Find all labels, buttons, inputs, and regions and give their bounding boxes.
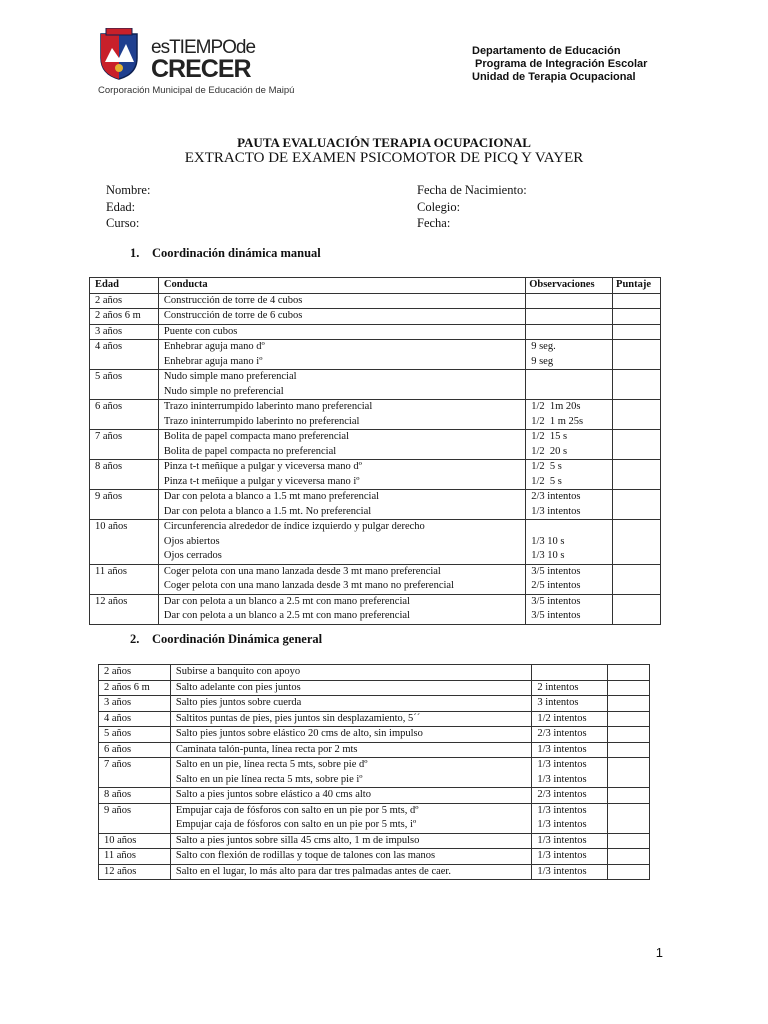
department-line: Programa de Integración Escolar	[472, 58, 648, 70]
conducta-line: Salto con flexión de rodillas y toque de talones con las manos	[175, 850, 436, 861]
cell-edad: 3 años	[90, 324, 159, 340]
cell-puntaje	[608, 680, 650, 696]
cell-conducta	[170, 727, 531, 743]
cell-observaciones	[532, 742, 608, 758]
cell-conducta	[170, 742, 531, 758]
observacion-line: 1/2 5 s	[531, 475, 562, 487]
conducta-line: Bolita de papel compacta mano preferencial	[163, 431, 349, 442]
table-row	[99, 680, 650, 696]
header-observaciones: Observaciones	[526, 278, 613, 294]
document-subtitle: EXTRACTO DE EXAMEN PSICOMOTOR DE PICQ Y VAYER	[184, 150, 584, 166]
cell-edad: 5 años	[90, 370, 159, 400]
observacion-line: 9 seg.	[531, 341, 556, 352]
field-curso: Curso:	[106, 216, 140, 230]
cell-conducta	[158, 324, 525, 340]
cell-puntaje	[613, 324, 661, 340]
conducta-line: Coger pelota con una mano lanzada desde 3 mt mano preferencial	[163, 565, 441, 577]
table-row	[90, 293, 661, 309]
observacion-line: 1/2 20 s	[531, 445, 568, 457]
cell-conducta	[158, 490, 525, 520]
observacion-line: 3/5 intentos	[531, 610, 581, 621]
cell-puntaje	[608, 864, 650, 880]
header-conducta: Conducta	[158, 278, 525, 294]
section-title: Coordinación Dinámica general	[152, 632, 323, 646]
cell-edad: 10 años	[90, 520, 159, 565]
table-row	[90, 309, 661, 325]
cell-edad: 7 años	[99, 758, 171, 788]
conducta-line: Coger pelota con una mano lanzada desde 3 mt mano no preferencial	[163, 580, 454, 591]
table-row	[90, 324, 661, 340]
cell-conducta	[170, 849, 531, 865]
cell-edad: 12 años	[99, 864, 171, 880]
cell-observaciones	[532, 833, 608, 849]
cell-edad: 2 años	[99, 665, 171, 681]
conducta-line: Puente con cubos	[163, 325, 238, 337]
cell-puntaje	[608, 727, 650, 743]
conducta-line: Salto en un pie, línea recta 5 mts, sobre pie dº	[175, 759, 368, 770]
field-colegio: Colegio:	[417, 199, 461, 214]
header-puntaje: Puntaje	[613, 278, 661, 294]
conducta-line: Salto pies juntos sobre cuerda	[175, 697, 302, 708]
cell-conducta	[158, 430, 525, 460]
cell-puntaje	[613, 430, 661, 460]
table-row	[99, 833, 650, 849]
cell-conducta	[158, 309, 525, 325]
table-row	[99, 864, 650, 880]
cell-puntaje	[608, 696, 650, 712]
conducta-line: Salto adelante con pies juntos	[175, 681, 301, 693]
cell-observaciones	[532, 680, 608, 696]
conducta-line: Dar con pelota a un blanco a 2.5 mt con mano preferencial	[163, 595, 410, 607]
conducta-line: Circunferencia alrededor de índice izquierdo y pulgar derecho	[163, 521, 425, 532]
table-row	[90, 460, 661, 490]
cell-edad: 11 años	[99, 849, 171, 865]
cell-observaciones	[526, 520, 613, 565]
conducta-line: Empujar caja de fósforos con salto en un pie por 5 mts, dº	[175, 804, 419, 816]
observacion-line: 1/2 15 s	[531, 431, 568, 442]
conducta-line: Saltitos puntas de pies, pies juntos sin desplazamiento, 5´´	[175, 712, 421, 724]
cell-puntaje	[608, 758, 650, 788]
conducta-line: Nudo simple no preferencial	[163, 385, 284, 397]
cell-puntaje	[608, 711, 650, 727]
cell-conducta	[158, 520, 525, 565]
field-fecha-nacimiento: Fecha de Nacimiento:	[417, 183, 527, 197]
conducta-line: Salto en el lugar, lo más alto para dar tres palmadas antes de caer.	[175, 865, 451, 877]
table-row	[99, 803, 650, 833]
observacion-line: 1/3 intentos	[537, 850, 587, 861]
table-row	[99, 849, 650, 865]
cell-edad: 6 años	[99, 742, 171, 758]
section-title: Coordinación dinámica manual	[152, 246, 321, 260]
cell-puntaje	[613, 309, 661, 325]
table-row	[99, 742, 650, 758]
cell-observaciones	[532, 696, 608, 712]
cell-edad: 8 años	[99, 788, 171, 804]
cell-observaciones	[532, 803, 608, 833]
cell-puntaje	[608, 849, 650, 865]
cell-puntaje	[608, 833, 650, 849]
table-coordinacion-general	[98, 664, 650, 880]
cell-observaciones	[532, 849, 608, 865]
conducta-line: Dar con pelota a blanco a 1.5 mt mano preferencial	[163, 491, 380, 502]
cell-puntaje	[613, 340, 661, 370]
observacion-line: 1/2 5 s	[531, 461, 562, 472]
cell-observaciones	[526, 490, 613, 520]
table-row	[90, 564, 661, 594]
observacion-line: 1/3 intentos	[537, 804, 587, 816]
field-fecha: Fecha:	[417, 216, 451, 230]
conducta-line: Enhebrar aguja mano iº	[163, 355, 263, 367]
table-row	[90, 594, 661, 624]
conducta-line: Trazo ininterrumpido laberinto no preferencial	[163, 415, 360, 427]
cell-conducta	[158, 400, 525, 430]
department-header	[472, 45, 647, 84]
cell-puntaje	[613, 564, 661, 594]
cell-observaciones	[526, 460, 613, 490]
cell-edad: 9 años	[99, 803, 171, 833]
cell-conducta	[170, 696, 531, 712]
cell-observaciones	[526, 309, 613, 325]
cell-puntaje	[613, 370, 661, 400]
cell-edad: 2 años 6 m	[90, 309, 159, 325]
table-row	[90, 520, 661, 565]
brand-subtitle: Corporación Municipal de Educación de Maipú	[98, 85, 295, 96]
cell-conducta	[158, 564, 525, 594]
cell-edad: 8 años	[90, 460, 159, 490]
table-header-row	[90, 278, 661, 294]
observacion-line: 2/5 intentos	[531, 580, 581, 591]
section-1-heading	[130, 246, 321, 261]
table-row	[90, 430, 661, 460]
section-number: 1.	[130, 246, 140, 260]
observacion-line: 1/2 1m 20s	[531, 401, 581, 412]
observacion-line: 3/5 intentos	[531, 565, 581, 577]
observacion-line: 9 seg	[531, 355, 554, 367]
observacion-line: 3 intentos	[537, 697, 579, 708]
conducta-line: Ojos cerrados	[163, 550, 222, 561]
cell-edad: 6 años	[90, 400, 159, 430]
department-line: Unidad de Terapia Ocupacional	[472, 71, 636, 83]
table-row	[90, 340, 661, 370]
brand-line-1: esTIEMPOde	[151, 37, 256, 58]
cell-conducta	[158, 293, 525, 309]
table-row	[99, 758, 650, 788]
cell-observaciones	[526, 564, 613, 594]
observacion-line: 1/3 10 s	[531, 535, 565, 547]
cell-edad: 7 años	[90, 430, 159, 460]
cell-conducta	[170, 833, 531, 849]
cell-puntaje	[613, 520, 661, 565]
cell-puntaje	[608, 742, 650, 758]
observacion-line: 1/3 intentos	[537, 819, 587, 830]
conducta-line: Dar con pelota a un blanco a 2.5 mt con mano preferencial	[163, 610, 410, 621]
cell-edad: 2 años	[90, 293, 159, 309]
table-row	[90, 370, 661, 400]
conducta-line: Ojos abiertos	[163, 535, 220, 547]
cell-observaciones	[526, 324, 613, 340]
conducta-line: Empujar caja de fósforos con salto en un pie por 5 mts, iº	[175, 819, 417, 830]
cell-observaciones	[532, 727, 608, 743]
header-edad: Edad	[90, 278, 159, 294]
cell-puntaje	[613, 490, 661, 520]
observacion-line: 2/3 intentos	[531, 491, 581, 502]
observacion-line	[531, 520, 607, 535]
conducta-line: Caminata talón-punta, línea recta por 2 mts	[175, 743, 358, 755]
cell-puntaje	[608, 788, 650, 804]
cell-conducta	[158, 370, 525, 400]
cell-puntaje	[608, 665, 650, 681]
conducta-line: Construcción de torre de 4 cubos	[163, 294, 303, 306]
cell-puntaje	[613, 460, 661, 490]
conducta-line: Trazo ininterrumpido laberinto mano preferencial	[163, 401, 373, 412]
page-number: 1	[655, 945, 663, 960]
cell-observaciones	[526, 293, 613, 309]
conducta-line: Construcción de torre de 6 cubos	[163, 310, 303, 321]
cell-observaciones	[526, 400, 613, 430]
conducta-line: Salto pies juntos sobre elástico 20 cms de alto, sin impulso	[175, 728, 423, 739]
table-coordinacion-manual	[89, 277, 661, 625]
conducta-line: Dar con pelota a blanco a 1.5 mt. No preferencial	[163, 505, 372, 517]
cell-edad: 9 años	[90, 490, 159, 520]
observacion-line: 2/3 intentos	[537, 789, 587, 800]
form-fields-left	[106, 182, 150, 232]
cell-conducta	[170, 711, 531, 727]
cell-conducta	[170, 803, 531, 833]
conducta-line: Enhebrar aguja mano dº	[163, 341, 265, 352]
cell-conducta	[170, 758, 531, 788]
observacion-line: 1/3 intentos	[531, 505, 581, 517]
brand-line-2: CRECER	[151, 55, 251, 83]
field-edad: Edad:	[106, 199, 136, 214]
observacion-line: 1/3 intentos	[537, 865, 587, 877]
observacion-line: 1/2 1 m 25s	[531, 415, 584, 427]
observacion-line: 1/3 intentos	[537, 834, 587, 846]
observacion-line: 1/3 intentos	[537, 743, 587, 755]
cell-conducta	[158, 594, 525, 624]
observacion-line: 2 intentos	[537, 681, 579, 693]
cell-observaciones	[532, 788, 608, 804]
cell-observaciones	[526, 370, 613, 400]
table-row	[99, 696, 650, 712]
cell-conducta	[170, 788, 531, 804]
cell-edad: 5 años	[99, 727, 171, 743]
cell-puntaje	[613, 400, 661, 430]
cell-edad: 2 años 6 m	[99, 680, 171, 696]
table-row	[90, 400, 661, 430]
observacion-line: 1/3 intentos	[537, 773, 587, 785]
form-fields-right	[417, 182, 527, 232]
conducta-line: Pinza t-t meñique a pulgar y viceversa mano iº	[163, 475, 360, 487]
cell-observaciones	[532, 711, 608, 727]
table-row	[99, 727, 650, 743]
conducta-line: Pinza t-t meñique a pulgar y viceversa mano dº	[163, 461, 362, 472]
conducta-line: Salto a pies juntos sobre silla 45 cms alto, 1 m de impulso	[175, 834, 420, 846]
coat-of-arms-icon	[98, 28, 140, 80]
cell-puntaje	[613, 293, 661, 309]
department-line: Departamento de Educación	[472, 45, 621, 57]
observacion-line: 1/3 intentos	[537, 759, 587, 770]
conducta-line: Bolita de papel compacta no preferencial	[163, 445, 337, 457]
table-row	[99, 665, 650, 681]
logo	[98, 28, 295, 98]
table-row	[90, 490, 661, 520]
cell-observaciones	[526, 340, 613, 370]
cell-observaciones	[526, 594, 613, 624]
conducta-line: Subirse a banquito con apoyo	[175, 666, 301, 677]
cell-conducta	[170, 665, 531, 681]
observacion-line: 2/3 intentos	[537, 728, 587, 739]
cell-edad: 3 años	[99, 696, 171, 712]
table-row	[99, 711, 650, 727]
cell-puntaje	[613, 594, 661, 624]
cell-edad: 4 años	[99, 711, 171, 727]
cell-edad: 11 años	[90, 564, 159, 594]
cell-observaciones	[526, 430, 613, 460]
section-2-heading	[130, 632, 322, 647]
cell-observaciones	[532, 665, 608, 681]
cell-conducta	[158, 340, 525, 370]
cell-conducta	[170, 680, 531, 696]
observacion-line: 3/5 intentos	[531, 595, 581, 607]
section-number: 2.	[130, 632, 140, 646]
conducta-line: Salto en un pie línea recta 5 mts, sobre pie iº	[175, 773, 363, 785]
observacion-line: 1/3 10 s	[531, 550, 565, 561]
cell-edad: 12 años	[90, 594, 159, 624]
cell-puntaje	[608, 803, 650, 833]
cell-observaciones	[532, 758, 608, 788]
observacion-line: 1/2 intentos	[537, 712, 587, 724]
cell-edad: 4 años	[90, 340, 159, 370]
document-title: PAUTA EVALUACIÓN TERAPIA OCUPACIONAL	[237, 135, 531, 150]
conducta-line: Salto a pies juntos sobre elástico a 40 cms alto	[175, 789, 371, 800]
cell-observaciones	[532, 864, 608, 880]
cell-conducta	[158, 460, 525, 490]
table-row	[99, 788, 650, 804]
conducta-line: Nudo simple mano preferencial	[163, 371, 297, 382]
cell-edad: 10 años	[99, 833, 171, 849]
field-nombre: Nombre:	[106, 183, 151, 197]
cell-conducta	[170, 864, 531, 880]
